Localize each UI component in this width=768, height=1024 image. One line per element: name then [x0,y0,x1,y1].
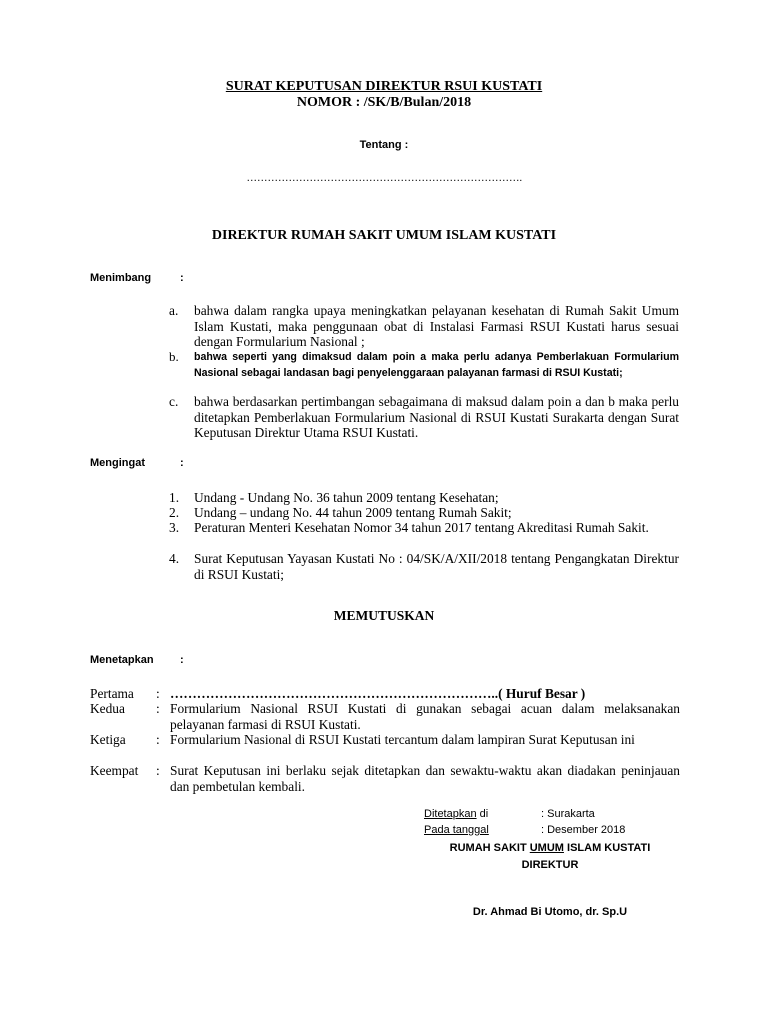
item-text: bahwa dalam rangka upaya meningkatkan pelayanan kesehatan di Rumah Sakit Umum Islam Kustati, maka penggunaan obat di Instalasi Farmasi RSUI Kustati harus sesuai dengan Formularium Nasional ; [194,303,679,349]
menimbang-label: Menimbang [90,272,152,284]
item-text: bahwa seperti yang dimaksud dalam poin a maka perlu adanya Pemberlakuan Formularium Nasional sebagai landasan bagi penyelenggaraan palayanan farmasi di RSUI Kustati; [194,351,679,379]
decision-text [170,686,680,702]
item-marker: 4. [169,551,180,566]
org-part-underlined: UMUM [529,842,564,854]
org-part: RUMAH SAKIT [449,842,530,854]
decision-label: Keempat [90,763,139,778]
item-text: Surat Keputusan Yayasan Kustati No : 04/SK/A/XII/2018 tentang Pengangkatan Direktur di RSUI Kustati; [194,551,679,582]
decision-kedua [90,701,680,732]
ditetapkan-word: Ditetapkan [424,808,477,820]
menetapkan-colon: : [180,654,184,666]
item-text: Undang – undang No. 44 tahun 2009 tentang Rumah Sakit; [194,505,512,520]
decision-text: Surat Keputusan ini berlaku sejak ditetapkan dan sewaktu-waktu akan diadakan peninjauan dan pembetulan kembali. [170,763,680,794]
subject-label: Tentang : [359,139,409,151]
menimbang-colon: : [180,272,184,284]
decision-text: Formularium Nasional RSUI Kustati di gunakan sebagai acuan dalam melaksanakan pelayanan farmasi di RSUI Kustati. [170,701,680,732]
pada-tanggal-value: : Desember 2018 [541,824,626,836]
pada-tanggal-text: Pada tanggal [424,824,489,836]
decision-colon: : [156,701,160,716]
mengingat-item-2 [169,505,679,521]
item-marker: a. [169,303,179,318]
menimbang-item-c [169,394,679,441]
menimbang-item-b [169,349,679,381]
decision-colon: : [156,732,160,747]
item-text: Undang - Undang No. 36 tahun 2009 tentang Kesehatan; [194,490,499,505]
item-marker: 1. [169,490,180,505]
signatory-name: Dr. Ahmad Bi Utomo, dr. Sp.U [472,906,628,918]
decision-label: Pertama [90,686,134,701]
decision-keempat [90,763,680,794]
document-title [0,79,768,95]
decision-colon: : [156,686,160,701]
decision-heading: MEMUTUSKAN [333,608,435,623]
decision-label: Kedua [90,701,125,716]
ditetapkan-value: : Surakarta [541,808,595,820]
title-text: SURAT KEPUTUSAN DIREKTUR RSUI KUSTATI [225,79,543,94]
mengingat-item-3 [169,520,679,536]
document-number: NOMOR : /SK/B/Bulan/2018 [296,95,472,110]
signature-position: DIREKTUR [521,859,579,871]
decision-suffix: ( Huruf Besar ) [498,686,586,701]
item-marker: 3. [169,520,180,535]
decision-placeholder: ……………………………………………………………….. [170,686,499,701]
item-marker: c. [169,394,179,409]
mengingat-item-4 [169,551,679,582]
decision-label: Ketiga [90,732,126,747]
org-part: ISLAM KUSTATI [563,842,651,854]
mengingat-label: Mengingat [90,457,145,469]
menetapkan-label: Menetapkan [90,654,154,666]
mengingat-item-1 [169,490,679,506]
item-text: bahwa berdasarkan pertimbangan sebagaimana di maksud dalam poin a dan b maka perlu ditetapkan Pemberlakuan Formularium Nasional di RSUI Kustati Surakarta dengan Surat Keputusan Direktur Utama RSUI Kustati. [194,394,679,440]
decision-pertama [90,686,680,702]
issuer-heading: DIREKTUR RUMAH SAKIT UMUM ISLAM KUSTATI [211,228,557,243]
subject-value: ……………………………………………………………………. [246,172,522,184]
pada-tanggal-label [424,824,548,836]
item-text: Peraturan Menteri Kesehatan Nomor 34 tahun 2017 tentang Akreditasi Rumah Sakit. [194,520,649,535]
decision-ketiga [90,732,680,748]
menimbang-item-a [169,303,679,350]
ditetapkan-label [424,808,488,820]
ditetapkan-di: di [476,808,489,820]
signature-organization [380,842,720,854]
item-marker: b. [169,349,179,364]
decision-text: Formularium Nasional di RSUI Kustati tercantum dalam lampiran Surat Keputusan ini [170,732,635,747]
item-marker: 2. [169,505,180,520]
mengingat-colon: : [180,457,184,469]
decision-colon: : [156,763,160,778]
